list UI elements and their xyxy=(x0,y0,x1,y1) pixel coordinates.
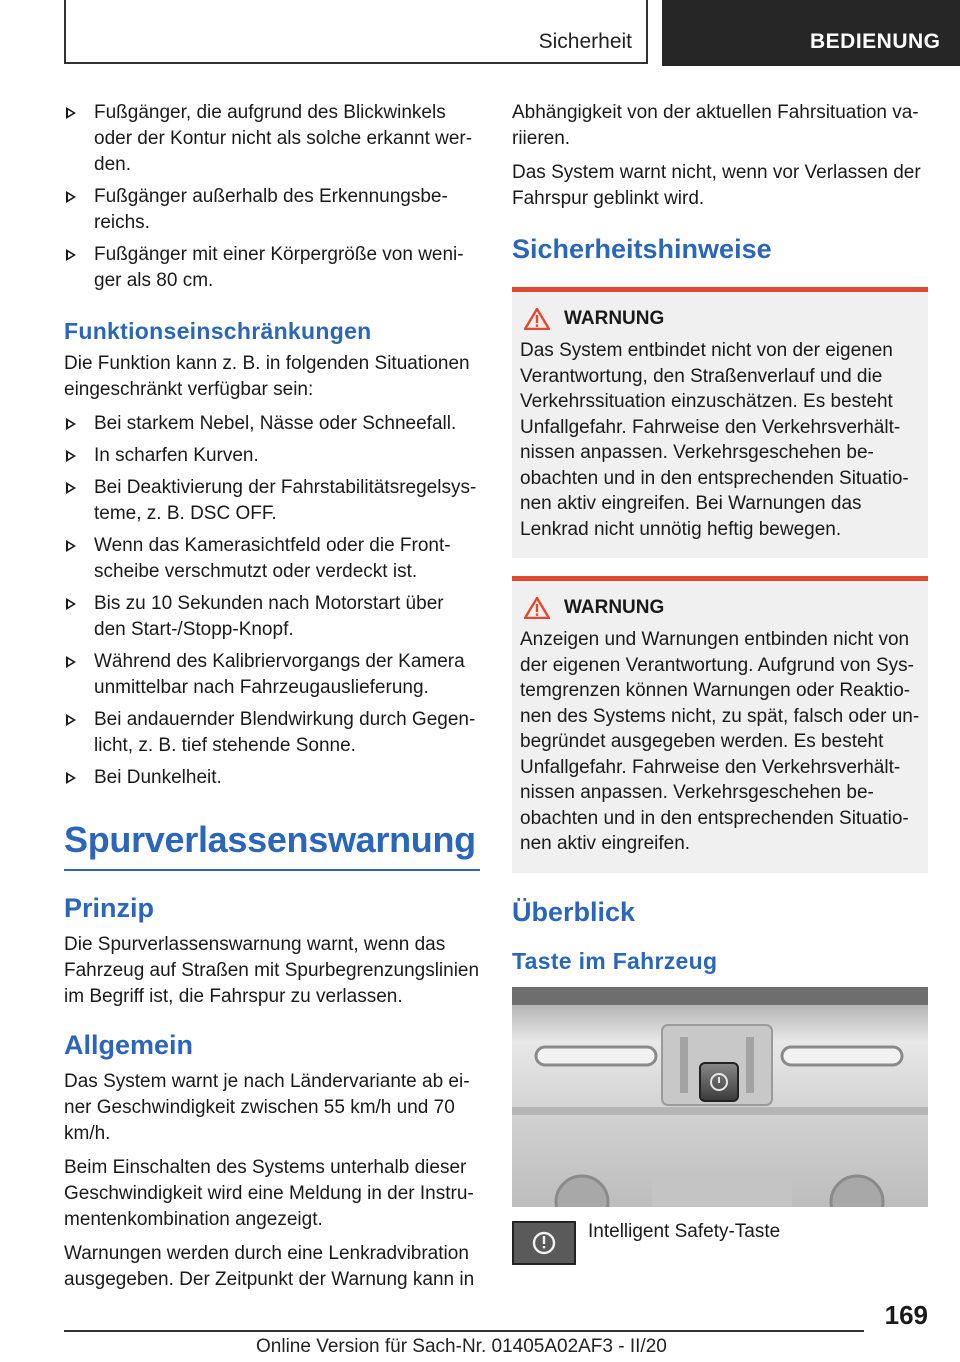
header-chapter-label: BEDIENUNG xyxy=(810,30,941,53)
bullet-triangle-icon xyxy=(66,107,76,119)
list-item: Während des Kalibriervorgangs der Kamera unmittelbar nach Fahrzeugauslieferung. xyxy=(64,649,480,701)
dashboard-photo-illustration xyxy=(512,987,928,1207)
allgemein-paragraph: Beim Einschalten des Systems unterhalb dieser Geschwindigkeit wird eine Meldung in der Instru‐mentenkombination angezeigt. xyxy=(64,1157,474,1230)
taste-im-fahrzeug-heading: Taste im Fahrzeug xyxy=(512,947,718,974)
list-item: In scharfen Kurven. xyxy=(64,443,480,469)
bullet-triangle-icon xyxy=(66,191,76,203)
warning-triangle-icon xyxy=(524,597,550,619)
allgemein-heading: Allgemein xyxy=(64,1030,194,1060)
warning-triangle-icon xyxy=(524,308,550,330)
prinzip-heading: Prinzip xyxy=(64,893,155,923)
warning-text: Anzeigen und Warnungen entbinden nicht von der eigenen Verantwortung. Aufgrund von Sys‐temgrenzen können Warnungen oder Reaktio‐nen des Systems nicht, zu spät, falsch oder un‐begründet ausgegeben werden. Es besteht Unfallgefahr. Fahrweise den Verkehrsverhält‐nissen anpassen. Verkehrsgeschehen be‐obachten und in den entsprechenden Situatio‐nen aktiv eingreifen. xyxy=(520,629,920,854)
dashboard-button-photo xyxy=(512,987,928,1207)
list-item: Fußgänger, die aufgrund des Blickwinkels oder der Kontur nicht als solche erkannt wer‐den. xyxy=(64,100,480,178)
left-column xyxy=(64,100,480,1301)
list-item: Bei Dunkelheit. xyxy=(64,765,480,791)
funktion-intro: Die Funktion kann z. B. in folgenden Situationen eingeschränkt verfügbar sein: xyxy=(64,353,470,400)
bullet-triangle-icon xyxy=(66,249,76,261)
warning-title: WARNUNG xyxy=(564,597,665,618)
list-item: Bei Deaktivierung der Fahrstabilitätsregelsys‐teme, z. B. DSC OFF. xyxy=(64,475,480,527)
pedestrian-limit-list xyxy=(64,100,480,294)
list-item: Bis zu 10 Sekunden nach Motorstart über den Start-/Stopp-Knopf. xyxy=(64,591,480,643)
function-limit-list xyxy=(64,411,480,791)
warning-box xyxy=(512,287,928,558)
bullet-triangle-icon xyxy=(66,450,76,462)
list-item: Wenn das Kamerasichtfeld oder die Front‐scheibe verschmutzt oder verdeckt ist. xyxy=(64,533,480,585)
bullet-triangle-icon xyxy=(66,418,76,430)
allgemein-paragraph: Das System warnt je nach Ländervariante ab ei‐ner Geschwindigkeit zwischen 55 km/h und 70 km/h. xyxy=(64,1071,470,1144)
intelligent-safety-button-icon xyxy=(512,1221,576,1265)
button-caption xyxy=(512,1221,928,1265)
continued-paragraph: Das System warnt nicht, wenn vor Verlassen der Fahrspur geblinkt wird. xyxy=(512,162,921,209)
list-item: Fußgänger außerhalb des Erkennungsbe‐reichs. xyxy=(64,184,480,236)
ueberblick-heading: Überblick xyxy=(512,896,636,927)
allgemein-paragraph: Warnungen werden durch eine Lenkradvibration ausgegeben. Der Zeitpunkt der Warnung kann in xyxy=(64,1243,475,1290)
footer-divider xyxy=(64,1330,864,1332)
bullet-triangle-icon xyxy=(66,482,76,494)
warning-text: Das System entbindet nicht von der eigenen Verantwortung, den Straßenverlauf und die Verkehrssituation einzuschätzen. Es besteht Unfallgefahr. Fahrweise den Verkehrsverhält‐nissen anpassen. Verkehrsgeschehen be‐obachten und in den entsprechenden Situatio‐nen aktiv eingreifen. Bei Warnungen das Lenkrad nicht unnötig heftig bewegen. xyxy=(520,340,909,540)
prinzip-text: Die Spurverlassenswarnung warnt, wenn das Fahrzeug auf Straßen mit Spurbegrenzungslinien im Begriff ist, die Fahrspur zu verlassen. xyxy=(64,934,480,1007)
list-item: Fußgänger mit einer Körpergröße von weni‐ger als 80 cm. xyxy=(64,242,480,294)
bullet-triangle-icon xyxy=(66,714,76,726)
bullet-triangle-icon xyxy=(66,598,76,610)
continued-paragraph: Abhängigkeit von der aktuellen Fahrsituation va‐riieren. xyxy=(512,102,919,149)
spurverlassenswarnung-heading: Spurverlassenswarnung xyxy=(64,819,480,871)
bullet-triangle-icon xyxy=(66,772,76,784)
header-section-title: Sicherheit xyxy=(538,30,632,53)
list-item: Bei andauernder Blendwirkung durch Gegen‐licht, z. B. tief stehende Sonne. xyxy=(64,707,480,759)
warning-header xyxy=(520,308,920,330)
sicherheitshinweise-heading: Sicherheitshinweise xyxy=(512,234,772,264)
online-version-note: Online Version für Sach-Nr. 01405A02AF3 - II/20 xyxy=(256,1336,667,1357)
right-column xyxy=(512,100,928,1265)
bullet-triangle-icon xyxy=(66,540,76,552)
warning-box xyxy=(512,576,928,873)
header-section-box xyxy=(64,0,648,64)
list-item: Bei starkem Nebel, Nässe oder Schneefall. xyxy=(64,411,480,437)
funktionseinschraenkungen-heading: Funktionseinschränkungen xyxy=(64,318,372,344)
bullet-triangle-icon xyxy=(66,656,76,668)
warning-header xyxy=(520,597,920,619)
header-chapter-tab xyxy=(662,0,960,66)
caption-text: Intelligent Safety-Taste xyxy=(588,1220,781,1242)
page-number: 169 xyxy=(884,1300,928,1330)
warning-title: WARNUNG xyxy=(564,308,665,329)
